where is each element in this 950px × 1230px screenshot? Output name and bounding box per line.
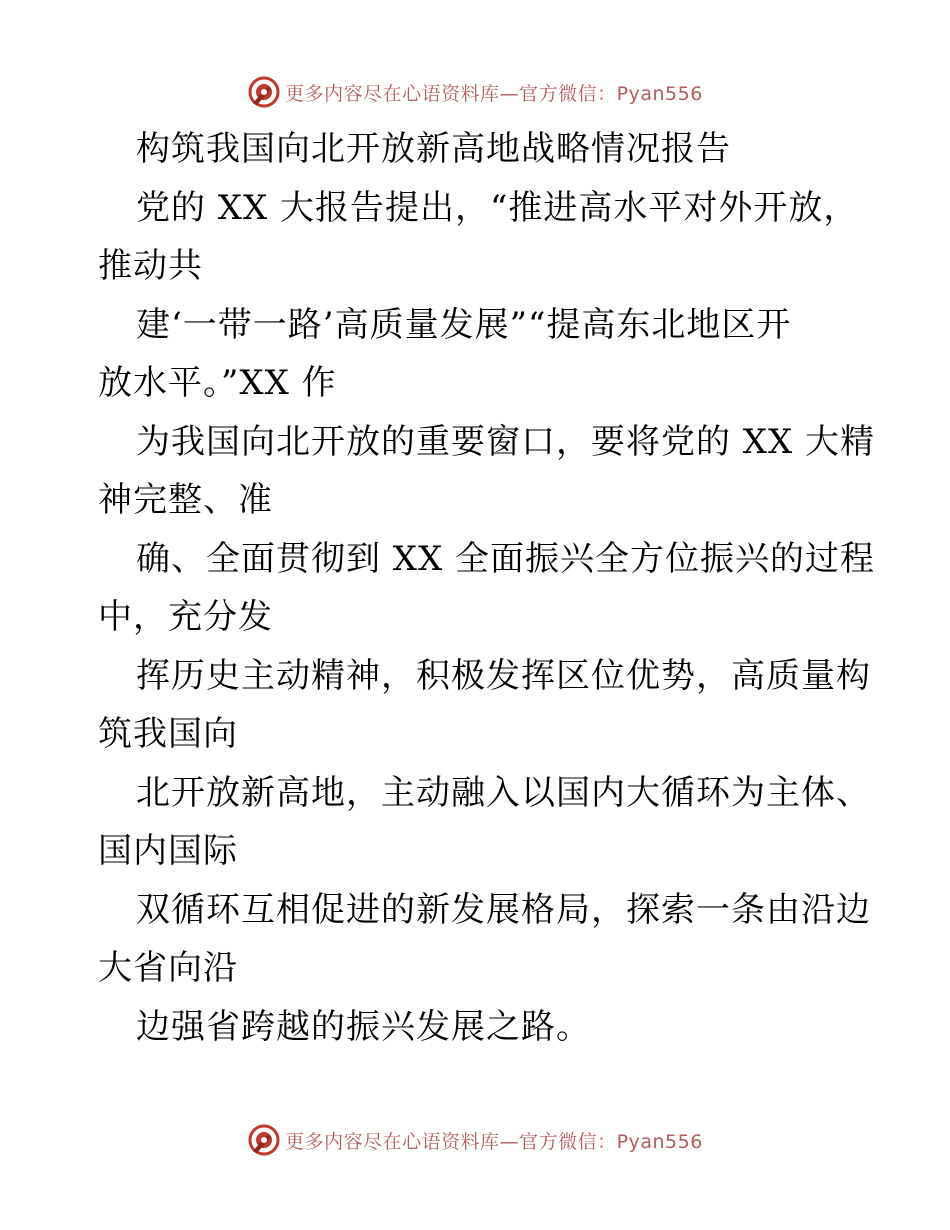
document-title: 构筑我国向北开放新高地战略情况报告 (136, 129, 731, 169)
text-line: 确、全面贯彻到 XX 全面振兴全方位振兴的过程 (136, 538, 876, 579)
header-banner-text: 更多内容尽在心语资料库—官方微信：Pyan556 (285, 82, 703, 105)
text-line: 北开放新高地，主动融入以国内大循环为主体、 (136, 772, 871, 813)
text-line: 双循环互相促进的新发展格局，探索一条由沿边 (136, 889, 871, 930)
text-line: 挥历史主动精神，积极发挥区位优势，高质量构 (136, 655, 871, 696)
footer-banner (0, 1120, 950, 1160)
text-line: 建‘一带一路’高质量发展”“提高东北地区开 (136, 304, 792, 345)
header-banner (0, 72, 950, 112)
text-line: 推动共 (98, 246, 203, 286)
seal-logo-icon (247, 75, 281, 109)
text-line: 放水平。”XX 作 (98, 363, 337, 403)
text-line: 筑我国向 (98, 714, 238, 754)
text-line: 国内国际 (98, 831, 238, 871)
text-line: 为我国向北开放的重要窗口，要将党的 XX 大精 (136, 421, 876, 462)
text-line: 中，充分发 (98, 597, 273, 637)
footer-banner-text: 更多内容尽在心语资料库—官方微信：Pyan556 (285, 1130, 703, 1153)
text-line: 党的 XX 大报告提出，“推进高水平对外开放， (136, 187, 859, 228)
seal-logo-icon (247, 1123, 281, 1157)
text-line: 大省向沿 (98, 948, 238, 988)
text-line: 边强省跨越的振兴发展之路。 (136, 1006, 591, 1047)
document-body (98, 120, 876, 1056)
text-line: 神完整、准 (98, 480, 273, 520)
